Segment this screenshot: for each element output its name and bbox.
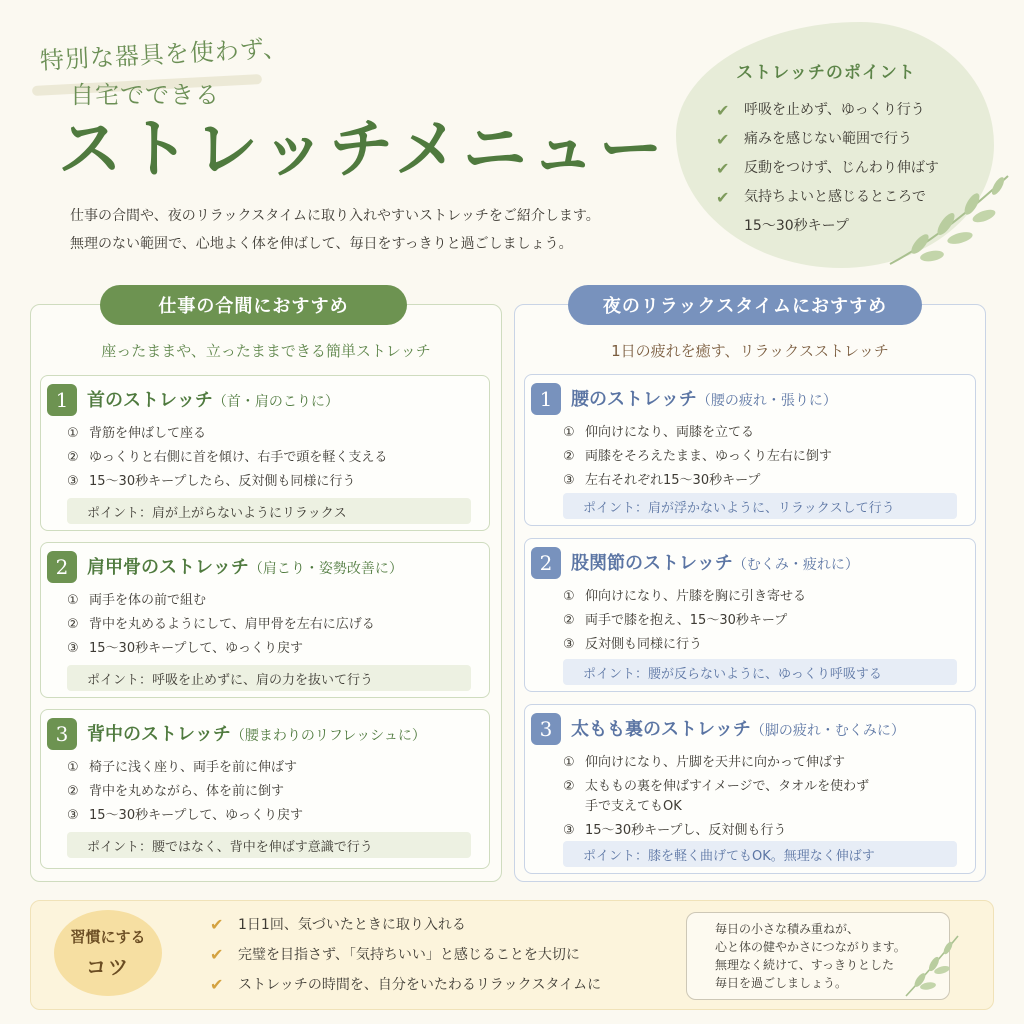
card-title-text: 太もも裏のストレッチ: [571, 719, 751, 740]
step-item: [563, 469, 832, 493]
step-text: 仰向けになり、片膝を胸に引き寄せる: [585, 589, 807, 604]
step-item: [67, 637, 375, 661]
card-title: [87, 386, 339, 412]
step-item: [563, 633, 806, 657]
card-steps: [563, 585, 806, 657]
step-item: [67, 446, 387, 470]
step-number: ①: [67, 426, 79, 441]
note-line: 無理なく続けて、すっきりとした: [715, 958, 895, 972]
card-title-text: 背中のストレッチ: [87, 724, 231, 745]
step-number: ③: [67, 474, 79, 489]
card-point: ポイント：呼吸を止めずに、肩の力を抜いて行う: [67, 665, 471, 691]
step-text: 反対側も同様に行う: [585, 637, 703, 652]
step-text: 15〜30秒キープしたら、反対側も同様に行う: [89, 474, 356, 489]
card-steps: [67, 422, 387, 494]
step-text: [585, 775, 869, 819]
card-steps: [563, 421, 832, 493]
step-number: ③: [563, 823, 575, 838]
card-title: [571, 715, 905, 741]
points-item-text: 反動をつけず、じんわり伸ばす: [744, 160, 939, 176]
night-card-3: [524, 704, 976, 874]
check-icon: ✔: [716, 188, 730, 207]
intro-line1: 仕事の合間や、夜のリラックスタイムに取り入れやすいストレッチをご紹介します。: [70, 208, 600, 224]
step-text: ゆっくりと右側に首を傾け、右手で頭を軽く支える: [89, 450, 388, 465]
card-point: ポイント：肩が浮かないように、リラックスして行う: [563, 493, 957, 519]
night-column-badge: 夜のリラックスタイムにおすすめ: [568, 285, 922, 325]
points-item-text: 気持ちよいと感じるところで: [744, 189, 926, 205]
intro-line2: 無理のない範囲で、心地よく体を伸ばして、毎日をすっきりと過ごしましょう。: [70, 236, 573, 252]
step-number: ①: [67, 760, 79, 775]
habit-item: [210, 910, 601, 940]
points-item-text: 呼吸を止めず、ゆっくり行う: [744, 102, 925, 118]
step-number: ②: [67, 450, 79, 465]
card-title-text: 首のストレッチ: [87, 390, 213, 411]
step-number: ②: [67, 617, 79, 632]
card-target: （脚の疲れ・むくみに）: [750, 723, 905, 739]
night-column-subtitle: 1日の疲れを癒す、リラックスストレッチ: [611, 342, 889, 360]
night-card-1: [524, 374, 976, 526]
subtitle-line1: 特別な器具を使わず、: [39, 34, 289, 75]
card-steps: [67, 756, 303, 828]
step-number: ③: [67, 808, 79, 823]
step-number: ②: [67, 784, 79, 799]
night-card-2: [524, 538, 976, 692]
step-text: 背筋を伸ばして座る: [89, 426, 207, 441]
step-item: [563, 751, 869, 775]
card-target: （腰の疲れ・張りに）: [696, 393, 837, 409]
work-card-1: [40, 375, 490, 531]
points-item: [716, 154, 939, 183]
check-icon: ✔: [210, 945, 224, 964]
card-title-text: 肩甲骨のストレッチ: [87, 557, 249, 578]
note-line: 毎日の小さな積み重ねが、: [715, 922, 860, 936]
step-text: 仰向けになり、両膝を立てる: [585, 425, 755, 440]
card-number: 2: [531, 547, 561, 579]
card-steps: [67, 589, 375, 661]
points-title: ストレッチのポイント: [736, 63, 916, 83]
card-title: [571, 385, 837, 411]
points-item-text: 痛みを感じない範囲で行う: [744, 131, 912, 147]
step-text: 両膝をそろえたまま、ゆっくり左右に倒す: [585, 449, 832, 464]
step-text: 椅子に浅く座り、両手を前に伸ばす: [89, 760, 298, 775]
card-number: 1: [47, 384, 77, 416]
step-item: [563, 445, 832, 469]
step-number: ①: [563, 425, 575, 440]
step-number: ①: [563, 589, 575, 604]
step-text-line1: 太ももの裏を伸ばすイメージで、タオルを使わず: [585, 779, 870, 794]
step-item: [563, 775, 869, 819]
step-item: [67, 756, 303, 780]
note-line: 毎日を過ごしましょう。: [715, 976, 848, 990]
habit-item: [210, 940, 601, 970]
step-text: 15〜30秒キープして、ゆっくり戻す: [89, 641, 304, 656]
points-item: [716, 183, 939, 212]
step-text: 仰向けになり、片脚を天井に向かって伸ばす: [585, 755, 846, 770]
card-title-text: 股関節のストレッチ: [571, 553, 733, 574]
card-title: [571, 549, 859, 575]
step-item: [563, 819, 869, 843]
step-text: 背中を丸めるようにして、肩甲骨を左右に広げる: [89, 617, 375, 632]
work-column-subtitle: 座ったままや、立ったままできる簡単ストレッチ: [101, 342, 431, 360]
points-item-continuation: 15〜30秒キープ: [744, 218, 849, 234]
check-icon: ✔: [716, 101, 730, 120]
work-column-badge: 仕事の合間におすすめ: [100, 285, 407, 325]
step-number: ②: [563, 779, 575, 794]
step-text: 15〜30秒キープし、反対側も行う: [585, 823, 787, 838]
points-list: [716, 96, 939, 241]
step-item: [67, 422, 387, 446]
step-item: [67, 589, 375, 613]
card-number: 2: [47, 551, 77, 583]
step-number: ③: [67, 641, 79, 656]
step-item: [563, 585, 806, 609]
step-item: [67, 613, 375, 637]
note-line: 心と体の健やかさにつながります。: [715, 940, 906, 954]
card-point: ポイント：腰が反らないように、ゆっくり呼吸する: [563, 659, 957, 685]
card-title: [87, 720, 426, 746]
step-number: ①: [67, 593, 79, 608]
card-target: （肩こり・姿勢改善に）: [248, 561, 403, 577]
card-point: ポイント：肩が上がらないようにリラックス: [67, 498, 471, 524]
card-title-text: 腰のストレッチ: [571, 389, 697, 410]
step-number: ①: [563, 755, 575, 770]
habit-item-text: 1日1回、気づいたときに取り入れる: [238, 917, 466, 933]
card-target: （首・肩のこりに）: [212, 394, 339, 410]
step-item: [563, 421, 832, 445]
habit-list: [210, 910, 601, 1000]
card-point: ポイント：膝を軽く曲げてもOK。無理なく伸ばす: [563, 841, 957, 867]
card-title: [87, 553, 403, 579]
step-number: ②: [563, 613, 575, 628]
step-number: ③: [563, 637, 575, 652]
step-number: ③: [563, 473, 575, 488]
card-number: 1: [531, 383, 561, 415]
step-item: [563, 609, 806, 633]
card-point: ポイント：腰ではなく、背中を伸ばす意識で行う: [67, 832, 471, 858]
step-item: [67, 804, 303, 828]
intro-text: [70, 202, 600, 258]
check-icon: ✔: [716, 130, 730, 149]
step-number: ②: [563, 449, 575, 464]
work-card-2: [40, 542, 490, 698]
step-text: 両手で膝を抱え、15〜30秒キープ: [585, 613, 788, 628]
card-number: 3: [47, 718, 77, 750]
habit-item: [210, 970, 601, 1000]
card-target: （腰まわりのリフレッシュに）: [230, 728, 426, 744]
habit-badge-bottom: コツ: [86, 955, 130, 979]
points-item: [716, 96, 939, 125]
card-number: 3: [531, 713, 561, 745]
check-icon: ✔: [716, 159, 730, 178]
page-subtitle: [39, 34, 289, 112]
check-icon: ✔: [210, 975, 224, 994]
check-icon: ✔: [210, 915, 224, 934]
habit-badge-top: 習慣にする: [70, 928, 146, 946]
step-item: [67, 470, 387, 494]
habit-item-text: 完璧を目指さず、「気持ちいい」と感じることを大切に: [238, 947, 580, 963]
card-steps: [563, 751, 869, 843]
step-text: 15〜30秒キープして、ゆっくり戻す: [89, 808, 304, 823]
points-item: [716, 125, 939, 154]
work-card-3: [40, 709, 490, 869]
page-title: ストレッチメニュー: [58, 113, 667, 187]
card-target: （むくみ・疲れに）: [732, 557, 859, 573]
step-item: [67, 780, 303, 804]
step-text: 両手を体の前で組む: [89, 593, 207, 608]
step-text: 背中を丸めながら、体を前に倒す: [89, 784, 285, 799]
step-text: 左右それぞれ15〜30秒キープ: [585, 473, 761, 488]
step-text-line2: 手で支えてもOK: [585, 799, 682, 814]
habit-item-text: ストレッチの時間を、自分をいたわるリラックスタイムに: [238, 977, 602, 993]
leaf-branch-icon: [900, 930, 964, 1000]
subtitle-line2: 自宅でできる: [70, 81, 220, 109]
habit-badge: [54, 910, 162, 996]
